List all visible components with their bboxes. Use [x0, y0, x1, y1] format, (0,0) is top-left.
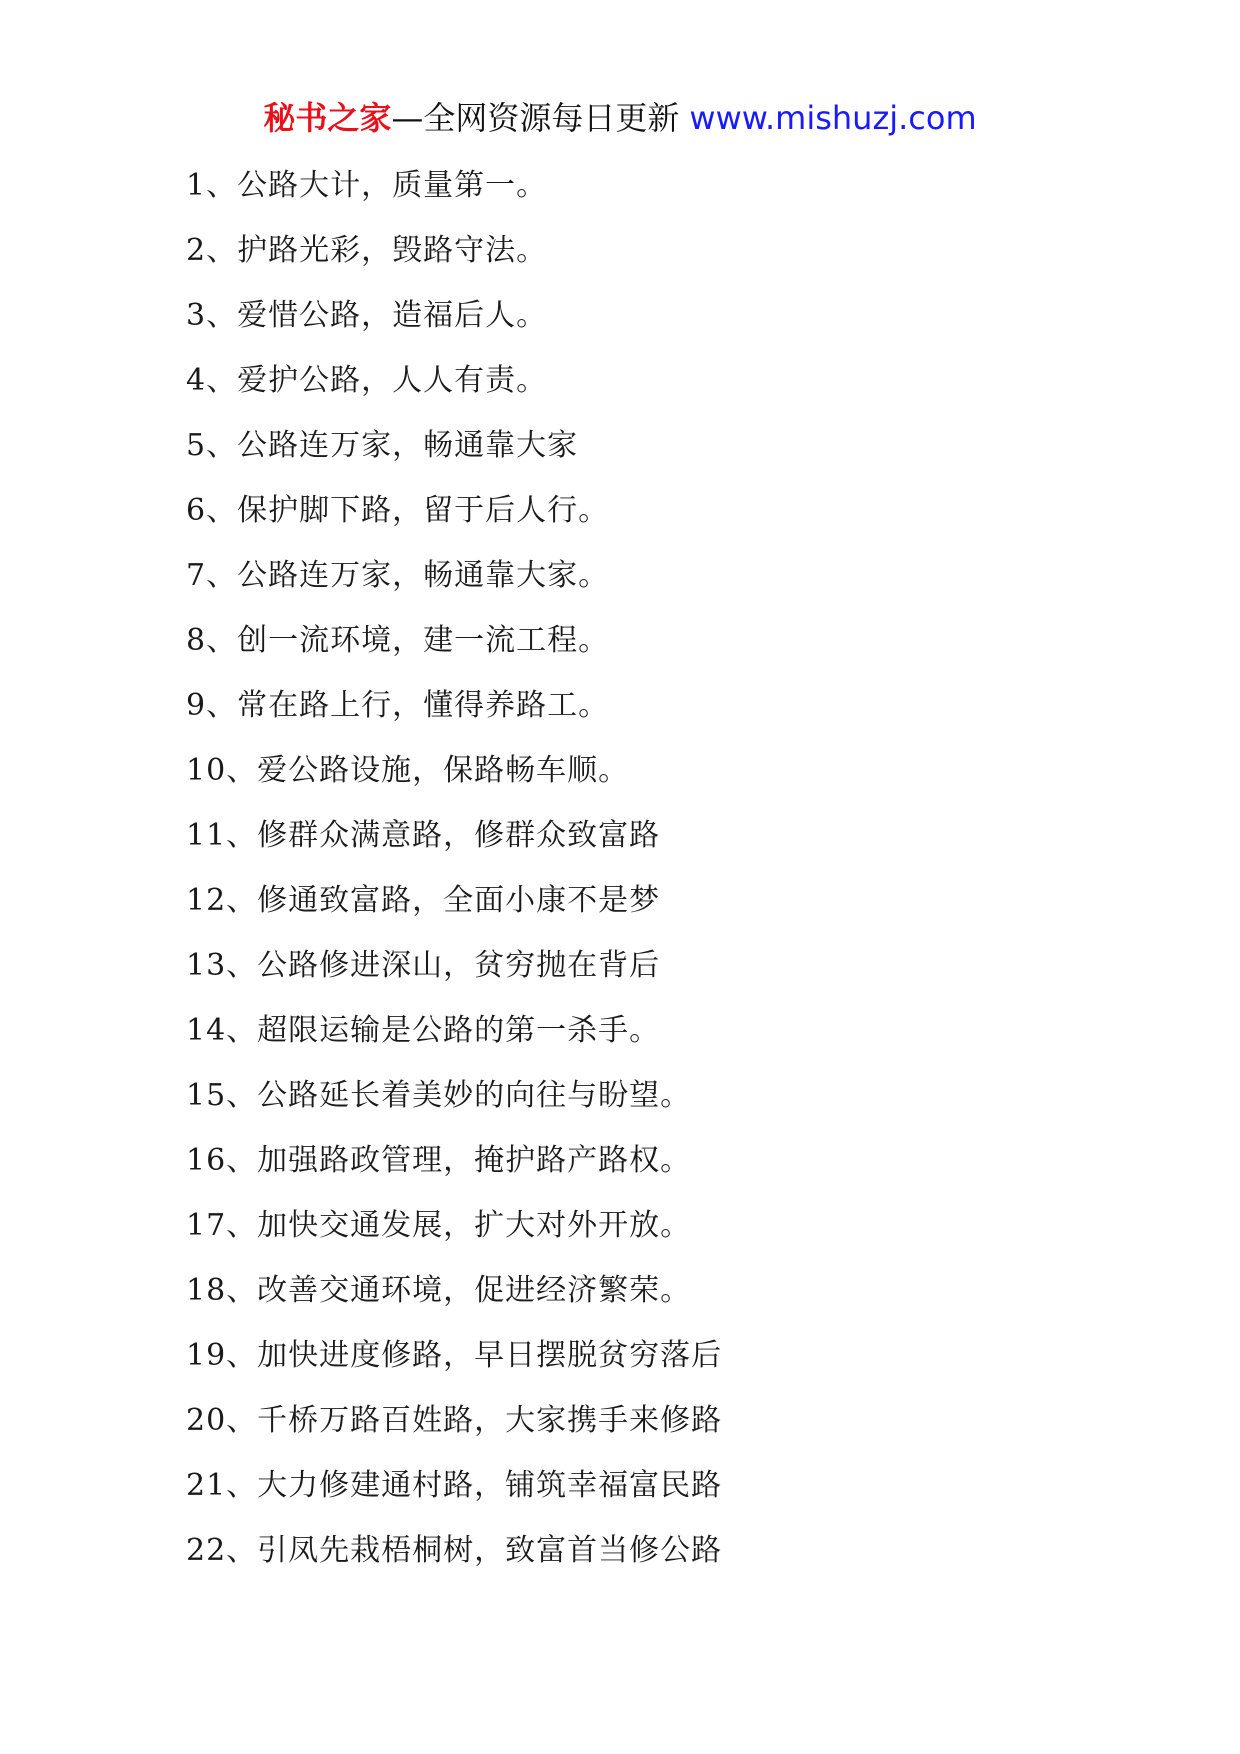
slogan-item: 5、公路连万家，畅通靠大家: [186, 428, 579, 463]
header-tagline: —全网资源每日更新: [391, 99, 680, 137]
slogan-item: 1、公路大计，质量第一。: [186, 168, 548, 203]
slogan-item: 10、爱公路设施，保路畅车顺。: [186, 753, 630, 788]
slogan-item: 14、超限运输是公路的第一杀手。: [186, 1013, 661, 1048]
slogan-item: 8、创一流环境，建一流工程。: [186, 623, 610, 658]
slogan-item: 11、修群众满意路，修群众致富路: [186, 818, 661, 853]
website-link[interactable]: www.mishuzj.com: [689, 99, 977, 137]
slogan-list: [186, 166, 722, 1596]
page-header: [0, 98, 1240, 138]
slogan-item: 22、引凤先栽梧桐树，致富首当修公路: [186, 1533, 723, 1568]
slogan-item: 13、公路修进深山，贫穷抛在背后: [186, 948, 661, 983]
slogan-item: 7、公路连万家，畅通靠大家。: [186, 558, 610, 593]
slogan-item: 4、爱护公路，人人有责。: [186, 363, 548, 398]
slogan-item: 19、加快进度修路，早日摆脱贫穷落后: [186, 1338, 723, 1373]
slogan-item: 6、保护脚下路，留于后人行。: [186, 493, 610, 528]
slogan-item: 15、公路延长着美妙的向往与盼望。: [186, 1078, 692, 1113]
slogan-item: 9、常在路上行，懂得养路工。: [186, 688, 610, 723]
slogan-item: 21、大力修建通村路，铺筑幸福富民路: [186, 1468, 723, 1503]
slogan-item: 12、修通致富路，全面小康不是梦: [186, 883, 661, 918]
slogan-item: 2、护路光彩，毁路守法。: [186, 233, 548, 268]
slogan-item: 16、加强路政管理，掩护路产路权。: [186, 1143, 692, 1178]
slogan-item: 18、改善交通环境，促进经济繁荣。: [186, 1273, 692, 1308]
slogan-item: 20、千桥万路百姓路，大家携手来修路: [186, 1403, 723, 1438]
slogan-item: 17、加快交通发展，扩大对外开放。: [186, 1208, 692, 1243]
slogan-item: 3、爱惜公路，造福后人。: [186, 298, 548, 333]
brand-name: 秘书之家: [263, 99, 392, 137]
